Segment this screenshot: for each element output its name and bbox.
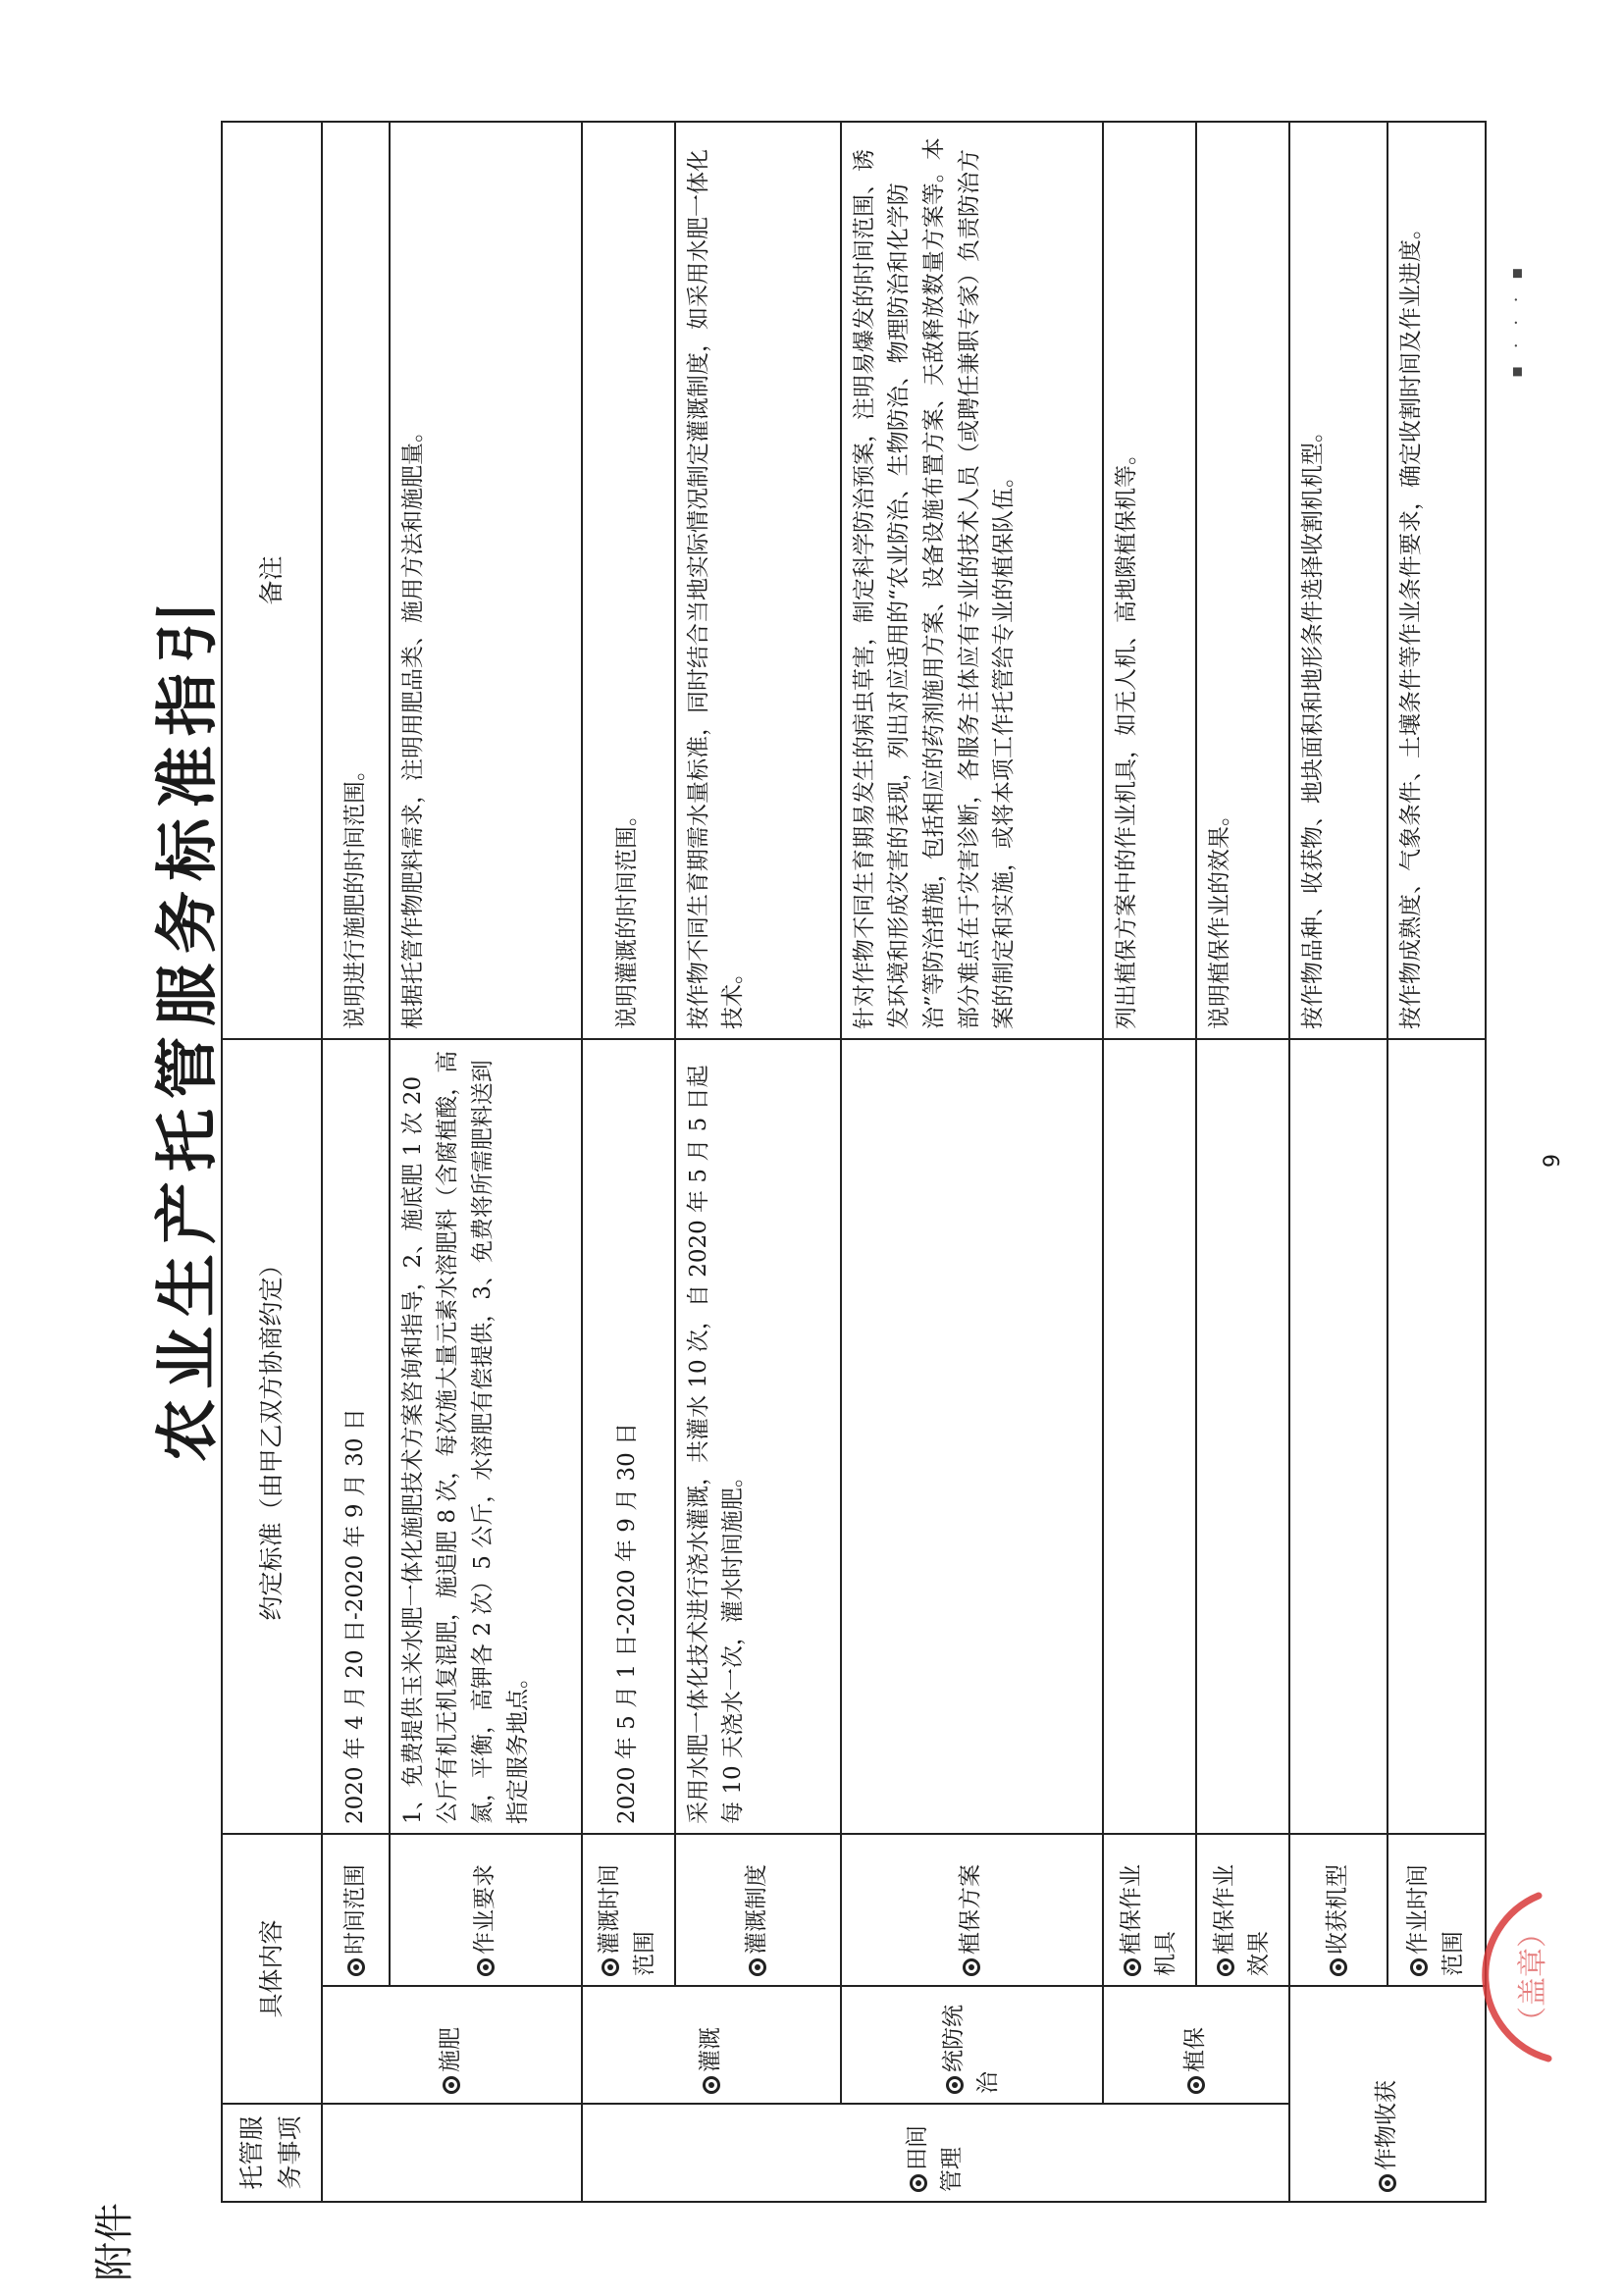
empty-category-cell (322, 2104, 582, 2202)
group-pest-control: 统防统治 (841, 1986, 1103, 2104)
item-cell: 植保作业机具 (1103, 1834, 1196, 1986)
bullet-icon (602, 1958, 619, 1976)
note-cell: 说明灌溉的时间范围。 (582, 122, 675, 1039)
bullet-icon (1217, 1958, 1234, 1976)
note-cell: 针对作物不同生育期易发生的病虫草害，制定科学防治预案，注明易爆发的时间范围、诱发环境和形成灾害的表现，列出对应适用的“农业防治、生物防治、物理防治和化学防治”等防治措施，包括相应的药剂施用方案、设备设施布置方案、天敌释放数量方案等。本部分难点在于灾害诊断，各服务主体应有专业的技术人员（或聘任兼职专家）负责防治方案的制定和实施，或将本项工作托管给专业的植保队伍。 (841, 122, 1103, 1039)
table-row (390, 122, 582, 2202)
table-row (1196, 122, 1289, 2202)
seal-text: （盖章） (1516, 1918, 1550, 2036)
note-cell: 按作物成熟度、气象条件、土壤条件等作业条件要求，确定收割时间及作业进度。 (1387, 122, 1486, 1039)
standard-cell: 1、免费提供玉米水肥一体化施肥技术方案咨询和指导，2、施底肥 1 次 20 公斤有机无机复混肥，施追肥 8 次，每次施大量元素水溶肥料（含腐植酸，高氮，平衡，高钾各 2 次）5 公斤，水溶肥有偿提供，3、免费将所需肥料送到指定服务地点。 (390, 1039, 582, 1834)
red-seal-stamp (1423, 1884, 1570, 2070)
table-row (1289, 122, 1387, 2202)
standard-cell (1289, 1039, 1387, 1834)
attachment-label: 附件 (92, 2203, 137, 2281)
item-cell: 时间范围 (322, 1834, 390, 1986)
bullet-icon (1379, 2174, 1396, 2192)
item-cell: 收获机型 (1289, 1834, 1387, 1986)
note-cell: 列出植保方案中的作业机具，如无人机、高地隙植保机等。 (1103, 122, 1196, 1039)
note-cell: 按作物不同生育期需水量标准，同时结合当地实际情况制定灌溉制度，如采用水肥一体化技术。 (675, 122, 841, 1039)
standard-cell: 2020 年 4 月 20 日-2020 年 9 月 30 日 (322, 1039, 390, 1834)
group-irrigation: 灌溉 (582, 1986, 841, 2104)
scan-marks: ▪ · · · ▪ (1506, 261, 1527, 378)
bullet-icon (1187, 2076, 1205, 2094)
note-cell: 按作物品种、收获物、地块面积和地形条件选择收割机机型。 (1289, 122, 1387, 1039)
header-note: 备注 (222, 122, 322, 1039)
standard-cell (1196, 1039, 1289, 1834)
item-cell: 灌溉制度 (675, 1834, 841, 1986)
bullet-icon (347, 1958, 365, 1976)
bullet-icon (963, 1958, 980, 1976)
table-row (1103, 122, 1196, 2202)
item-cell: 作业时间范围 (1387, 1834, 1486, 1986)
item-cell: 灌溉时间范围 (582, 1834, 675, 1986)
note-cell: 说明进行施肥的时间范围。 (322, 122, 390, 1039)
note-cell: 根据托管作物肥料需求，注明用肥品类、施用方法和施肥量。 (390, 122, 582, 1039)
standard-cell (1387, 1039, 1486, 1834)
bullet-icon (443, 2076, 460, 2094)
table-header-row (222, 122, 322, 2202)
group-plant-protection: 植保 (1103, 1986, 1289, 2104)
group-field-management: 田间管理 (582, 2104, 1289, 2202)
table-row (322, 122, 390, 2202)
group-fertilization: 施肥 (322, 1986, 582, 2104)
header-standard: 约定标准（由甲乙双方协商约定） (222, 1039, 322, 1834)
note-cell: 说明植保作业的效果。 (1196, 122, 1289, 1039)
standard-cell: 2020 年 5 月 1 日-2020 年 9 月 30 日 (582, 1039, 675, 1834)
bullet-icon (749, 1958, 766, 1976)
page-title: 农业生产托管服务标准指引 (151, 591, 225, 1462)
bullet-icon (1330, 1958, 1347, 1976)
header-item: 具体内容 (222, 1834, 322, 2104)
standard-cell: 采用水肥一体化技术进行浇水灌溉，共灌水 10 次，自 2020 年 5 月 5 日起每 10 天浇水一次，灌水时间施肥。 (675, 1039, 841, 1834)
item-cell: 植保方案 (841, 1834, 1103, 1986)
standard-cell (1103, 1039, 1196, 1834)
header-category: 托管服务事项 (222, 2104, 322, 2202)
bullet-icon (910, 2174, 927, 2192)
standard-cell (841, 1039, 1103, 1834)
table-row (582, 122, 675, 2202)
bullet-icon (1124, 1958, 1141, 1976)
table-row (675, 122, 841, 2202)
table-row (841, 122, 1103, 2202)
bullet-icon (946, 2076, 964, 2094)
item-cell: 植保作业效果 (1196, 1834, 1289, 1986)
group-harvest: 作物收获 (1289, 1986, 1486, 2202)
item-cell: 作业要求 (390, 1834, 582, 1986)
bullet-icon (703, 2076, 720, 2094)
page-number: 9 (1541, 1154, 1565, 1168)
service-standard-table (221, 121, 1487, 2203)
bullet-icon (477, 1958, 495, 1976)
